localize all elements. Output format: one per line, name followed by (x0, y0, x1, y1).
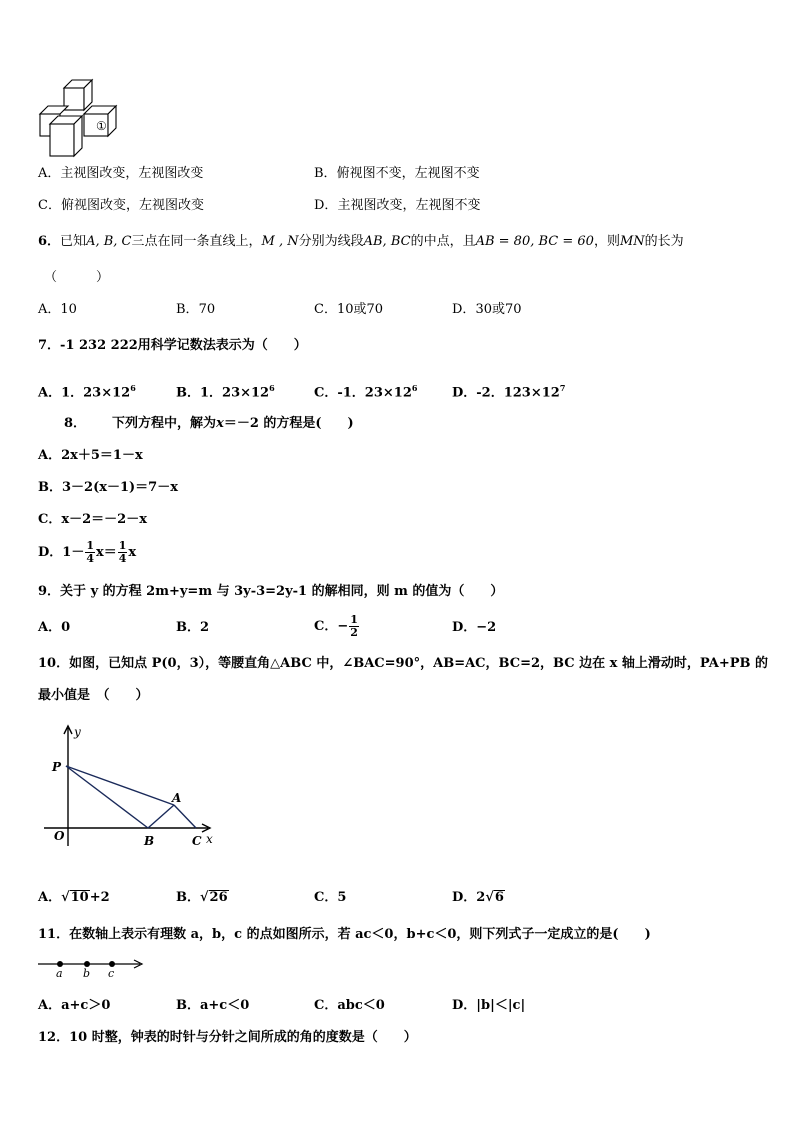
q5-option-b: B．俯视图不变，左视图不变 (314, 166, 480, 181)
q8-option-c: C．x－2＝－2－x (38, 512, 147, 527)
q11-option-b: B．a+c＜0 (176, 998, 250, 1013)
question-6: 6．已知A, B, C三点在同一条直线上，M , N分别为线段AB, BC的中点，且AB = 80, BC = 60，则MN的长为 (38, 234, 684, 249)
q5-option-a: A．主视图改变，左视图改变 (38, 166, 204, 181)
q10-option-a: A．√10+2 (38, 890, 110, 905)
point-b-label: B (144, 834, 155, 848)
q10-option-c: C．5 (314, 890, 347, 905)
coordinate-figure (38, 722, 228, 852)
label-c: c (108, 967, 115, 980)
question-9: 9．关于 y 的方程 2m+y=m 与 3y-3=2y-1 的解相同，则 m 的值为（ ） (38, 584, 504, 599)
q10-option-b: B．√26 (176, 890, 228, 905)
q5-option-d: D．主视图改变，左视图不变 (314, 198, 481, 213)
q11-option-c: C．abc＜0 (314, 998, 385, 1013)
label-a: a (56, 967, 63, 980)
question-12: 12．10 时整，钟表的时针与分针之间所成的角的度数是（ ） (38, 1030, 417, 1045)
q8-option-d: D．1－ $\frac{1}{4}$ x＝ $\frac{1}{4}$ x (38, 539, 137, 565)
q11-option-d: D．|b|＜|c| (452, 998, 526, 1013)
q7-option-a: A．1．$23\times 12^6$ (38, 383, 136, 401)
q10-option-d: D．2√6 (452, 890, 504, 905)
q9-option-a: A．0 (38, 620, 71, 635)
q6-option-c: C．10或70 (314, 302, 384, 317)
label-b: b (83, 967, 91, 980)
question-7: 7．-1 232 222用科学记数法表示为（ ） (38, 338, 307, 353)
question-10-line2: 最小值是 （ ） (38, 688, 149, 703)
q6-answer-paren: （ ） (44, 270, 110, 285)
q8-option-a: A．2x＋5＝1－x (38, 448, 143, 463)
question-8: 8． 下列方程中，解为x＝－2 的方程是( ) (64, 416, 354, 431)
number-line (36, 954, 146, 980)
q8-option-b: B．3－2(x－1)＝7－x (38, 480, 178, 495)
x-axis-label: x (206, 832, 213, 846)
q9-option-b: B．2 (176, 620, 210, 635)
cube-stack-figure (36, 78, 128, 160)
point-a-label: A (172, 791, 182, 805)
q6-option-a: A．10 (38, 302, 77, 317)
q11-option-a: A．a+c＞0 (38, 998, 111, 1013)
q7-option-b: B．1．$23\times 12^6$ (176, 383, 275, 401)
question-11: 11．在数轴上表示有理数 a，b，c 的点如图所示，若 ac＜0，b+c＜0，则下列式子一定成立的是( ) (38, 927, 651, 942)
point-p-label: P (52, 760, 62, 774)
q7-option-d: D．-2．$123\times 12^7$ (452, 383, 566, 401)
q9-option-d: D．−2 (452, 620, 497, 635)
cube-label: ① (96, 119, 107, 133)
point-c-label: C (192, 834, 202, 848)
q7-option-c: C．-1．$23\times 12^6$ (314, 383, 418, 401)
question-10-line1: 10．如图，已知点 P(0，3），等腰直角△ABC 中，∠BAC=90°，AB=AC，BC=2，BC 边在 x 轴上滑动时，PA+PB 的 (38, 656, 769, 671)
q9-option-c: C．− $\frac{1}{2}$ (314, 613, 358, 639)
q6-option-d: D．30或70 (452, 302, 522, 317)
q6-option-b: B．70 (176, 302, 216, 317)
y-axis-label: y (74, 725, 81, 739)
origin-label: O (54, 829, 65, 843)
q5-option-c: C．俯视图改变，左视图改变 (38, 198, 204, 213)
